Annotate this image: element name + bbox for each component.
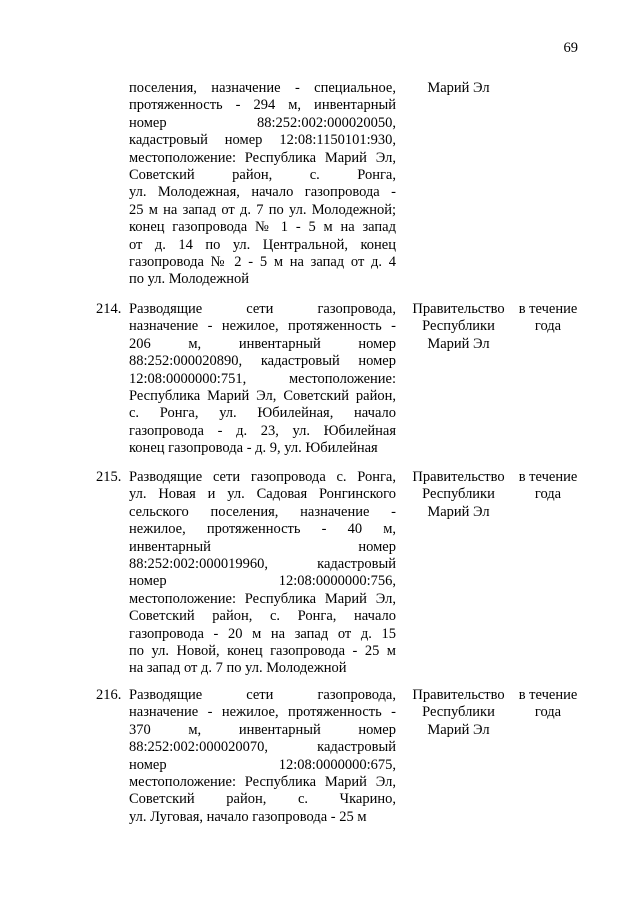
- description-line: Республика Марий Эл, Советский район,: [129, 388, 396, 405]
- description-line: поселения, назначение - специальное,: [129, 80, 396, 96]
- description-line: газопровода - д. 23, ул. Юбилейная: [129, 422, 396, 439]
- description-line: конец газопровода № 1 - 5 м на запад: [129, 219, 396, 236]
- cell-line: Марий Эл: [427, 335, 490, 352]
- cell-line: Республики: [422, 318, 495, 335]
- description-line: на запад от д. 7 по ул. Молодежной: [129, 660, 347, 677]
- description-line: 25 м на запад от д. 7 по ул. Молодежной;: [129, 201, 396, 218]
- entry-number: 215.: [96, 469, 122, 485]
- description-line: протяженность - 294 м, инвентарный: [129, 97, 396, 114]
- description-line: местоположение: Республика Марий Эл,: [129, 774, 396, 791]
- description-line: с. Ронга, ул. Юбилейная, начало: [129, 405, 396, 422]
- description-line: Советский район, с. Ронга, начало: [129, 608, 396, 625]
- description-line: нежилое, протяженность - 40 м,: [129, 521, 396, 538]
- cell-line: Марий Эл: [427, 80, 490, 96]
- description-line: 370 м, инвентарный номер: [129, 721, 396, 738]
- cell-line: Правительство: [412, 469, 505, 485]
- entry-description: [129, 80, 396, 289]
- description-line: Советский район, с. Ронга,: [129, 167, 396, 184]
- cell-line: в течение: [518, 687, 578, 703]
- responsible-authority: [407, 301, 510, 353]
- description-line: Советский район, с. Чкарино,: [129, 791, 396, 808]
- description-line: назначение - нежилое, протяженность -: [129, 704, 396, 721]
- description-line: 88:252:002:000019960, кадастровый: [129, 556, 396, 573]
- description-line: Разводящие сети газопровода с. Ронга,: [129, 469, 396, 485]
- description-line: местоположение: Республика Марий Эл,: [129, 590, 396, 607]
- description-line: кадастровый номер 12:08:1150101:930,: [129, 132, 396, 149]
- description-line: газопровода - 20 м на запад от д. 15: [129, 625, 396, 642]
- description-line: 88:252:002:000020070, кадастровый: [129, 739, 396, 756]
- description-line: ул. Луговая, начало газопровода - 25 м: [129, 808, 367, 825]
- description-line: 206 м, инвентарный номер: [129, 335, 396, 352]
- deadline: [514, 687, 582, 722]
- description-line: инвентарный номер: [129, 538, 396, 555]
- description-line: сельского поселения, назначение -: [129, 503, 396, 520]
- description-line: ул. Молодежная, начало газопровода -: [129, 184, 396, 201]
- entry-number: 216.: [96, 687, 122, 703]
- entry-description: [129, 469, 396, 678]
- deadline: [514, 469, 582, 504]
- cell-line: Республики: [422, 704, 495, 721]
- description-line: ул. Новая и ул. Садовая Ронгинского: [129, 486, 396, 503]
- cell-line: в течение: [518, 469, 578, 485]
- responsible-authority: [407, 80, 510, 97]
- cell-line: года: [534, 486, 562, 503]
- cell-line: Марий Эл: [427, 721, 490, 738]
- description-line: конец газопровода - д. 9, ул. Юбилейная: [129, 440, 378, 457]
- description-line: номер 88:252:002:000020050,: [129, 114, 396, 131]
- description-line: номер 12:08:0000000:756,: [129, 573, 396, 590]
- cell-line: в течение: [518, 301, 578, 317]
- entry-description: [129, 301, 396, 458]
- description-line: от д. 14 по ул. Центральной, конец: [129, 236, 396, 253]
- cell-line: Республики: [422, 486, 495, 503]
- description-line: местоположение: Республика Марий Эл,: [129, 149, 396, 166]
- responsible-authority: [407, 469, 510, 521]
- entry-description: [129, 687, 396, 826]
- cell-line: года: [534, 318, 562, 335]
- cell-line: Марий Эл: [427, 503, 490, 520]
- cell-line: Правительство: [412, 687, 505, 703]
- description-line: 88:252:000020890, кадастровый номер: [129, 353, 396, 370]
- deadline: [514, 301, 582, 336]
- description-line: 12:08:0000000:751, местоположение:: [129, 370, 396, 387]
- description-line: газопровода № 2 - 5 м на запад от д. 4: [129, 254, 396, 271]
- cell-line: года: [534, 704, 562, 721]
- description-line: по ул. Новой, конец газопровода - 25 м: [129, 643, 396, 660]
- cell-line: Правительство: [412, 301, 505, 317]
- description-line: Разводящие сети газопровода,: [129, 687, 396, 703]
- responsible-authority: [407, 687, 510, 739]
- description-line: по ул. Молодежной: [129, 271, 249, 288]
- description-line: назначение - нежилое, протяженность -: [129, 318, 396, 335]
- description-line: номер 12:08:0000000:675,: [129, 756, 396, 773]
- entry-number: 214.: [96, 301, 122, 317]
- description-line: Разводящие сети газопровода,: [129, 301, 396, 317]
- page-number: 69: [563, 40, 578, 56]
